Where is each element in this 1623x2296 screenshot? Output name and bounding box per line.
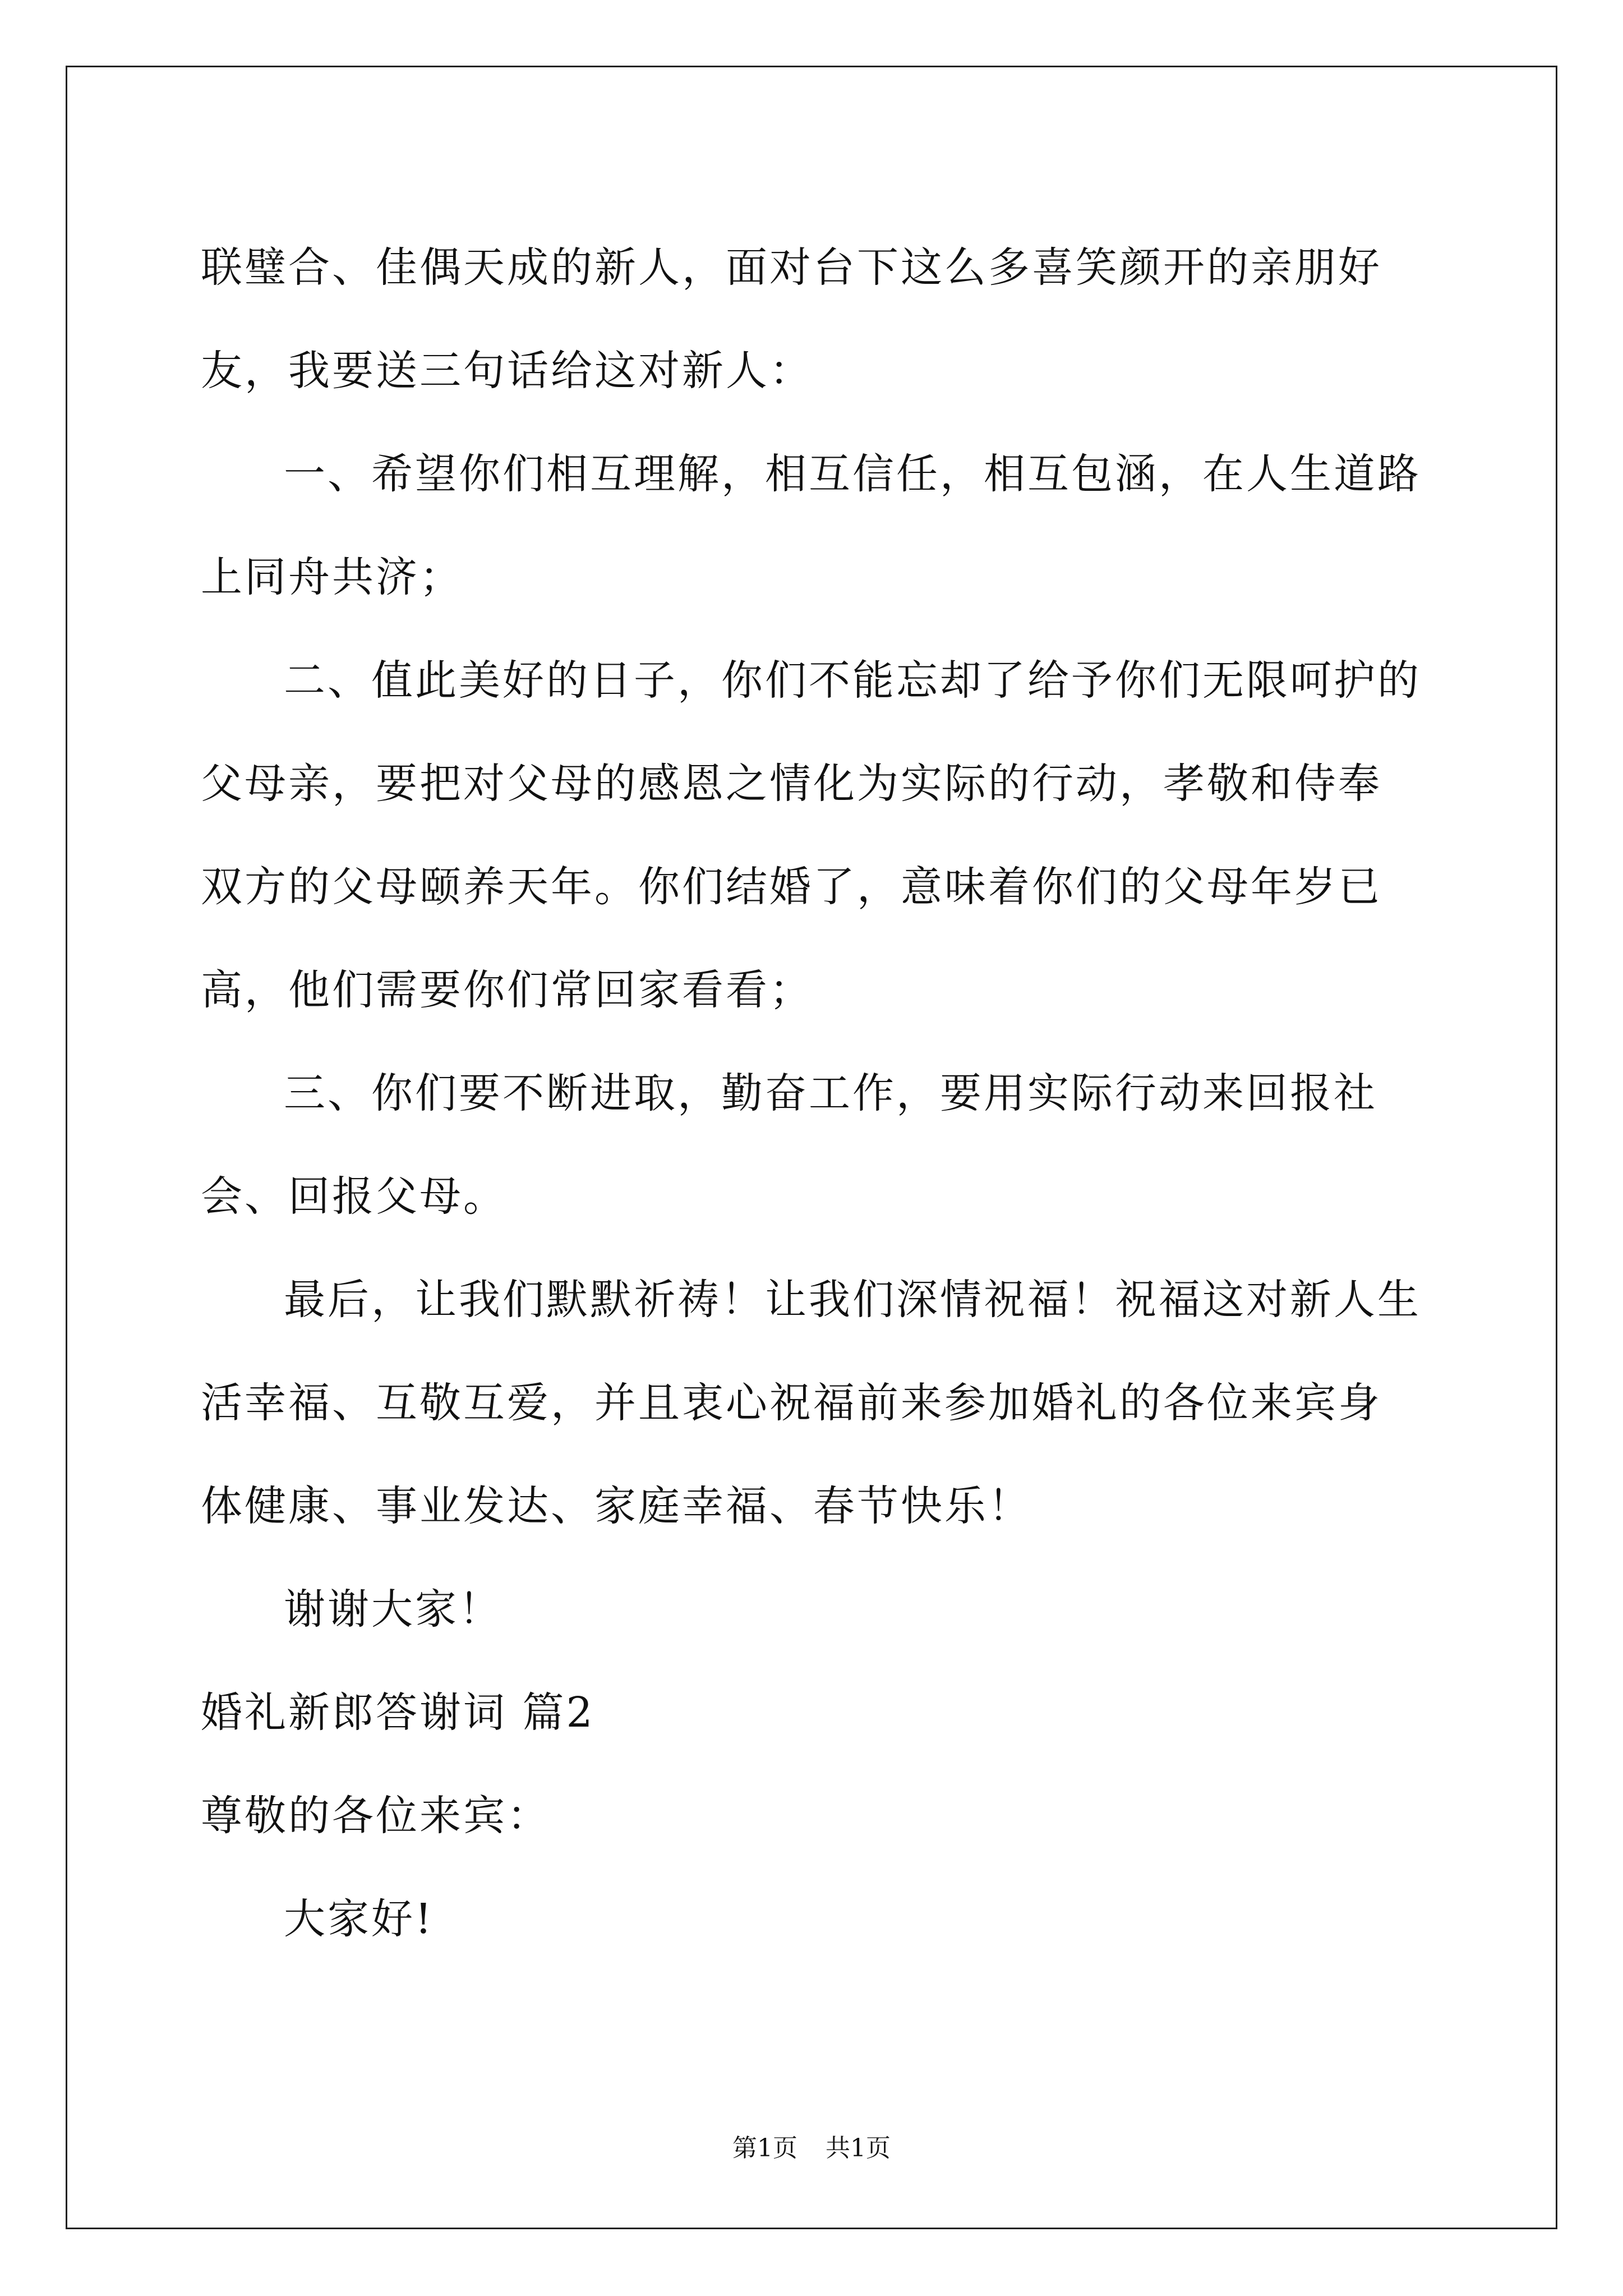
salutation: 尊敬的各位来宾： xyxy=(201,1792,551,1840)
greeting: 大家好! xyxy=(284,1895,434,1943)
page-footer xyxy=(0,2132,1623,2165)
paragraph-2: 一、希望你们相互理解，相互信任，相互包涵，在人生道路上同舟共济； xyxy=(201,450,1421,601)
section-heading: 婚礼新郎答谢词 篇2 xyxy=(201,1688,595,1737)
page-total: 共1页 xyxy=(826,2134,891,2162)
paragraph-1: 联璧合、佳偶天成的新人，面对台下这么多喜笑颜开的亲朋好友，我要送三句话给这对新人： xyxy=(201,243,1382,395)
paragraph-6: 谢谢大家！ xyxy=(284,1585,502,1634)
page-number: 第1页 xyxy=(732,2134,797,2162)
paragraph-5: 最后，让我们默默祈祷！让我们深情祝福！祝福这对新人生活幸福、互敬互爱，并且衷心祝福前来参加婚礼的各位来宾身体健康、事业发达、家庭幸福、春节快乐！ xyxy=(201,1276,1421,1530)
document-body xyxy=(201,216,1423,1971)
paragraph-4: 三、你们要不断进取，勤奋工作，要用实际行动来回报社会、回报父母。 xyxy=(201,1069,1377,1221)
paragraph-3: 二、值此美好的日子，你们不能忘却了给予你们无限呵护的父母亲，要把对父母的感恩之情化为实际的行动，孝敬和侍奉双方的父母颐养天年。你们结婚了，意味着你们的父母年岁已高，他们需要你们常回家看看； xyxy=(201,656,1421,1014)
